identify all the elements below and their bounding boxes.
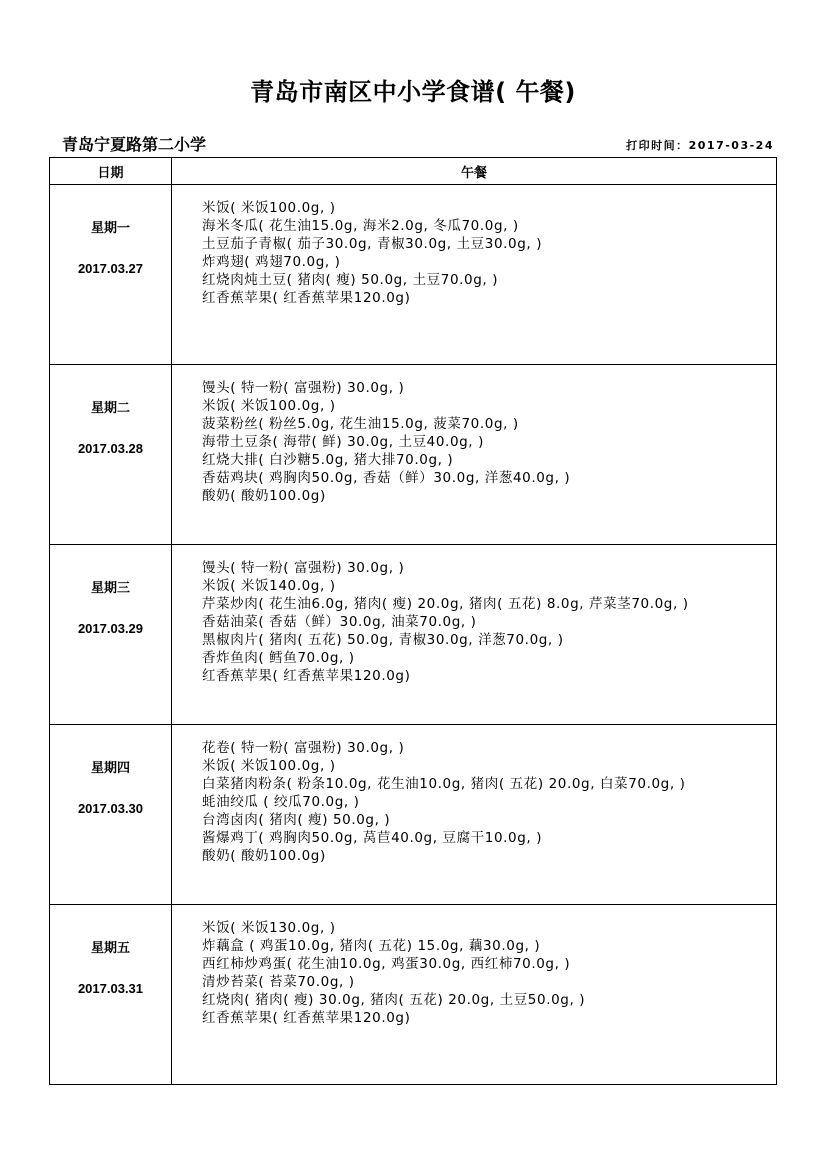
dish-item: 香炸鱼肉( 鳕鱼70.0g, ) [202, 650, 355, 666]
date-label: 2017.03.30 [77, 801, 144, 816]
menu-body [50, 185, 777, 1085]
table-row [50, 905, 777, 1085]
day-cell [50, 365, 172, 545]
dish-item: 菠菜粉丝( 粉丝5.0g, 花生油15.0g, 菠菜70.0g, ) [202, 416, 519, 432]
date-label: 2017.03.29 [77, 621, 144, 636]
weekday-label: 星期一 [90, 221, 130, 236]
dish-item: 炸藕盒 ( 鸡蛋10.0g, 猪肉( 五花) 15.0g, 藕30.0g, ) [202, 938, 541, 954]
table-row [50, 185, 777, 365]
dish-item: 黑椒肉片( 猪肉( 五花) 50.0g, 青椒30.0g, 洋葱70.0g, ) [202, 632, 564, 648]
dish-item: 酸奶( 酸奶100.0g) [202, 848, 326, 864]
dish-item: 清炒苔菜( 苔菜70.0g, ) [202, 974, 355, 990]
dish-item: 米饭( 米饭100.0g, ) [202, 200, 336, 216]
table-row [50, 545, 777, 725]
day-cell [50, 185, 172, 365]
dish-item: 芹菜炒肉( 花生油6.0g, 猪肉( 瘦) 20.0g, 猪肉( 五花) 8.0g, 芹菜茎70.0g, ) [202, 596, 689, 612]
day-cell [50, 725, 172, 905]
dish-item: 米饭( 米饭140.0g, ) [202, 578, 336, 594]
table-row [50, 365, 777, 545]
dish-item: 台湾卤肉( 猪肉( 瘦) 50.0g, ) [202, 812, 391, 828]
table-header-row [50, 158, 777, 185]
dish-list [202, 379, 776, 505]
dish-item: 红香蕉苹果( 红香蕉苹果120.0g) [202, 668, 411, 684]
dish-item: 香菇油菜( 香菇（鲜）30.0g, 油菜70.0g, ) [202, 614, 477, 630]
dish-item: 酸奶( 酸奶100.0g) [202, 488, 326, 504]
date-label: 2017.03.31 [77, 981, 144, 996]
dish-list [202, 199, 776, 307]
weekday-label: 星期五 [90, 941, 130, 956]
meal-cell [172, 365, 777, 545]
day-cell [50, 545, 172, 725]
dish-item: 米饭( 米饭100.0g, ) [202, 398, 336, 414]
dish-item: 蚝油绞瓜 ( 绞瓜70.0g, ) [202, 794, 360, 810]
dish-item: 炸鸡翅( 鸡翅70.0g, ) [202, 254, 341, 270]
lunch-column-header: 午餐 [172, 158, 777, 185]
weekday-label: 星期二 [90, 401, 130, 416]
dish-item: 酱爆鸡丁( 鸡胸肉50.0g, 莴苣40.0g, 豆腐干10.0g, ) [202, 830, 543, 846]
dish-item: 红烧肉炖土豆( 猪肉( 瘦) 50.0g, 土豆70.0g, ) [202, 272, 499, 288]
dish-item: 海米冬瓜( 花生油15.0g, 海米2.0g, 冬瓜70.0g, ) [202, 218, 519, 234]
dish-item: 红香蕉苹果( 红香蕉苹果120.0g) [202, 1010, 411, 1026]
dish-item: 红烧大排( 白沙糖5.0g, 猪大排70.0g, ) [202, 452, 454, 468]
meal-cell [172, 185, 777, 365]
menu-table [49, 157, 777, 1085]
dish-item: 白菜猪肉粉条( 粉条10.0g, 花生油10.0g, 猪肉( 五花) 20.0g, 白菜70.0g, ) [202, 776, 686, 792]
dish-item: 米饭( 米饭100.0g, ) [202, 758, 336, 774]
page-title: 青岛市南区中小学食谱( 午餐) [250, 78, 576, 106]
meal-cell [172, 905, 777, 1085]
dish-item: 海带土豆条( 海带( 鲜) 30.0g, 土豆40.0g, ) [202, 434, 484, 450]
school-name: 青岛宁夏路第二小学 [62, 135, 207, 154]
dish-item: 土豆茄子青椒( 茄子30.0g, 青椒30.0g, 土豆30.0g, ) [202, 236, 543, 252]
dish-item: 红烧肉( 猪肉( 瘦) 30.0g, 猪肉( 五花) 20.0g, 土豆50.0g, ) [202, 992, 586, 1008]
meal-cell [172, 725, 777, 905]
date-label: 2017.03.27 [77, 261, 144, 276]
print-time: 打印时间：2017-03-24 [626, 139, 774, 152]
table-row [50, 725, 777, 905]
weekday-label: 星期三 [90, 581, 130, 596]
date-label: 2017.03.28 [77, 441, 144, 456]
day-cell [50, 905, 172, 1085]
dish-item: 红香蕉苹果( 红香蕉苹果120.0g) [202, 290, 411, 306]
dish-item: 西红柿炒鸡蛋( 花生油10.0g, 鸡蛋30.0g, 西红柿70.0g, ) [202, 956, 571, 972]
meal-cell [172, 545, 777, 725]
date-column-header: 日期 [50, 158, 172, 185]
dish-item: 米饭( 米饭130.0g, ) [202, 920, 336, 936]
dish-list [202, 739, 776, 865]
dish-item: 香菇鸡块( 鸡胸肉50.0g, 香菇（鲜）30.0g, 洋葱40.0g, ) [202, 470, 571, 486]
dish-list [202, 559, 776, 685]
dish-item: 馒头( 特一粉( 富强粉) 30.0g, ) [202, 560, 405, 576]
dish-item: 花卷( 特一粉( 富强粉) 30.0g, ) [202, 740, 405, 756]
dish-item: 馒头( 特一粉( 富强粉) 30.0g, ) [202, 380, 405, 396]
weekday-label: 星期四 [90, 761, 130, 776]
dish-list [202, 919, 776, 1027]
